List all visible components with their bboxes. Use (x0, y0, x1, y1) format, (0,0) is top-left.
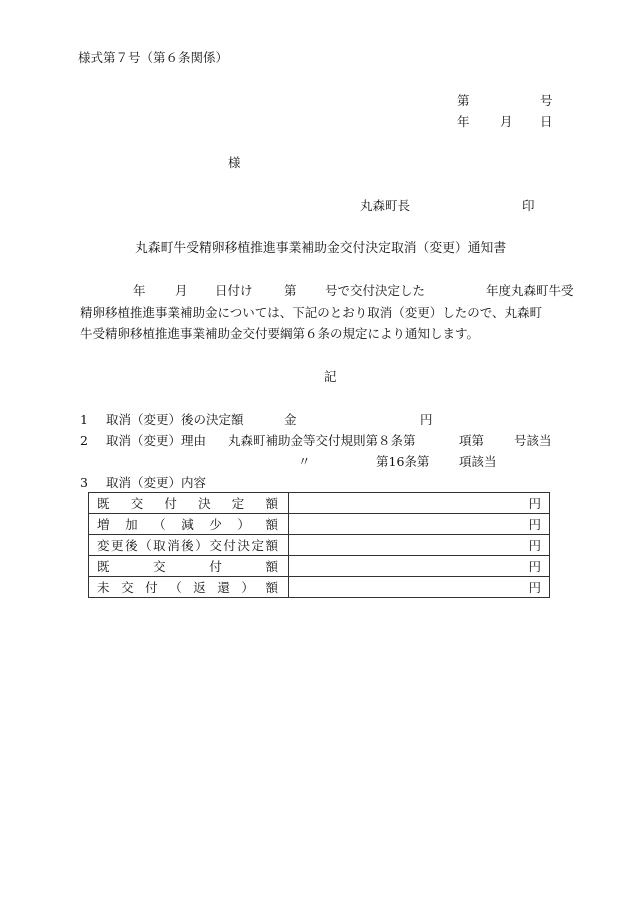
table-row-yen: 円 (289, 514, 550, 535)
table-row (89, 493, 550, 514)
body-l1-decided: 号で交付決定した (325, 283, 426, 298)
item2-ditto: 〃 (298, 454, 311, 469)
doc-number-prefix: 第 (457, 93, 470, 108)
item2-label: 取消（変更）理由 (106, 433, 207, 448)
body-l1-date: 日付け (215, 283, 253, 298)
item2-number: 2 (80, 433, 88, 448)
table-row-label: 既交付額 (89, 556, 289, 577)
table-row-label: 未交付（返還）額 (89, 577, 289, 598)
table-row-yen: 円 (289, 535, 550, 556)
document-title: 丸森町牛受精卵移植推進事業補助金交付決定取消（変更）通知書 (135, 241, 507, 256)
table-row (89, 535, 550, 556)
table-row (89, 577, 550, 598)
table-row-label: 既交付決定額 (89, 493, 289, 514)
item1-yen: 円 (420, 412, 433, 427)
item2-kou: 項第 (459, 433, 485, 448)
item2-text2: 第16条第 (376, 454, 430, 469)
item3-label: 取消（変更）内容 (106, 475, 207, 490)
body-l1-no: 第 (284, 283, 297, 298)
amount-table (88, 492, 550, 598)
body-l1-fiscal: 年度丸森町牛受 (486, 283, 574, 298)
addressee-suffix: 様 (228, 155, 241, 170)
body-l1-month: 月 (175, 283, 188, 298)
body-line-2: 精卵移植推進事業補助金については、下記のとおり取消（変更）したので、丸森町 (80, 305, 543, 320)
table-row-yen: 円 (289, 577, 550, 598)
body-line-3: 牛受精卵移植推進事業補助金交付要綱第６条の規定により通知します。 (80, 326, 480, 341)
table-row-label: 変更後（取消後）交付決定額 (89, 535, 289, 556)
item1-number: 1 (80, 412, 88, 427)
item2-kou2: 項該当 (459, 454, 497, 469)
date-year: 年 (457, 114, 470, 129)
form-number: 様式第７号（第６条関係） (78, 50, 229, 65)
table-row-yen: 円 (289, 493, 550, 514)
date-month: 月 (500, 114, 513, 129)
item2-text: 丸森町補助金等交付規則第８条第 (228, 433, 416, 448)
body-l1-year: 年 (133, 283, 146, 298)
table-row (89, 514, 550, 535)
item2-gou: 号該当 (514, 433, 552, 448)
item1-label: 取消（変更）後の決定額 (106, 412, 244, 427)
table-row-label: 増加（減少）額 (89, 514, 289, 535)
item3-number: 3 (80, 475, 88, 490)
ki-heading: 記 (324, 369, 337, 384)
item1-kin: 金 (284, 412, 297, 427)
doc-number-suffix: 号 (540, 93, 553, 108)
issuer-title: 丸森町長 (360, 198, 411, 213)
date-day: 日 (540, 114, 553, 129)
table-row-yen: 円 (289, 556, 550, 577)
table-row (89, 556, 550, 577)
issuer-seal: 印 (522, 198, 535, 213)
